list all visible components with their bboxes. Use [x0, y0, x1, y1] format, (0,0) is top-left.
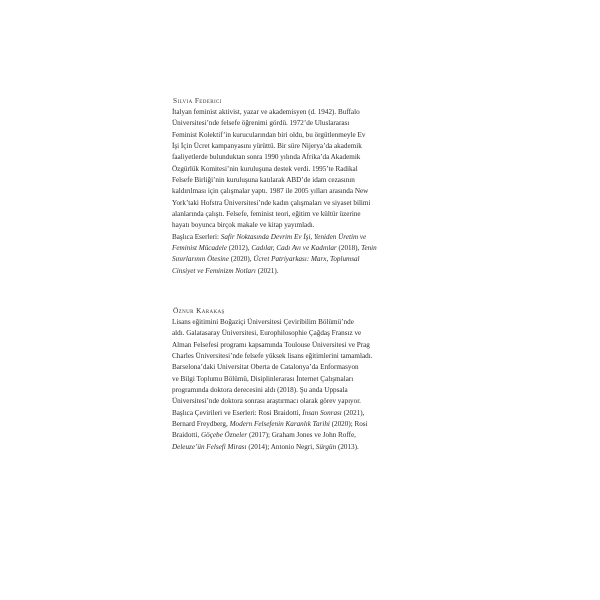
text-line [172, 118, 434, 129]
italic-title-text: Tenin [361, 244, 377, 253]
text-line [172, 152, 434, 163]
text-run: Üniversitesi’nde felsefe öğrenimi gördü. 1972’de Uluslararası [172, 119, 350, 128]
translator-name: Öznur Karakaş [173, 306, 225, 315]
author-biography-text [172, 107, 434, 277]
text-line [172, 254, 434, 265]
italic-title-text: Cinsiyet ve Feminizm Notları [172, 266, 256, 275]
italic-title-text: Sınırlarının Ötesine [172, 255, 229, 264]
text-run: faaliyetlerde bulunduktan sonra 1990 yılında Afrika’da Akademik [172, 153, 361, 162]
text-run: alanlarında çalıştı. Felsefe, feminist teori, eğitim ve kültür üzerine [172, 210, 361, 219]
text-line [172, 130, 434, 141]
text-line [172, 186, 434, 197]
text-line [172, 396, 434, 407]
text-run: İşi İçin Ücret kampanyasını yürüttü. Bir süre Nijerya’da akademik [172, 142, 362, 151]
text-line [172, 107, 434, 118]
text-run: Bernard Freydberg, [172, 420, 230, 429]
text-run: (2013). [336, 442, 359, 451]
text-run: Alman Felsefesi programı kapsamında Toulouse Üniversitesi ve Prag [172, 340, 370, 349]
italic-title-text: Deleuze’ün Felsefi Mirası [172, 442, 247, 451]
author-name: Silvia Federici [173, 96, 222, 105]
text-line [172, 408, 434, 419]
text-run: Başlıca Eserleri: [172, 232, 221, 241]
text-run: Barselona’daki Universitat Oberta de Catalonya’da Enformasyon [172, 363, 359, 372]
text-line [172, 430, 434, 441]
text-line [172, 442, 434, 453]
italic-title-text: Sürgün [315, 442, 337, 451]
text-line [172, 328, 434, 339]
italic-title-text: Ücret Patriyarkası: Marx, Toplumsal [253, 255, 360, 264]
text-run: (2012), [226, 244, 252, 253]
text-run: İtalyan feminist aktivist, yazar ve akademisyen (d. 1942). Buffalo [172, 108, 360, 116]
italic-title-text: Feminist Mücadele [172, 244, 227, 253]
italic-title-text: Cadılar, Cadı Avı ve Kadınlar [251, 244, 337, 253]
text-line [172, 317, 434, 328]
text-run: Braidotti, [172, 431, 201, 440]
text-line [172, 198, 434, 209]
text-run: ve Bilgi Toplumu Bölümü, Disiplinlerarası İnternet Çalışmaları [172, 374, 354, 383]
text-line [172, 141, 434, 152]
text-run: (2021). [255, 266, 279, 275]
text-line [172, 362, 434, 373]
text-line [172, 164, 434, 175]
text-line [172, 340, 434, 351]
text-line [172, 385, 434, 396]
text-run: (2020), [228, 255, 254, 264]
text-run: Feminist Kolektif’in kurucularından biri oldu, bu örgütlenmeyle Ev [172, 130, 366, 139]
italic-title-text: Göçebe Özneler [200, 431, 248, 440]
text-line [172, 351, 434, 362]
text-line [172, 232, 434, 243]
text-line [172, 209, 434, 220]
text-run: aldı. Galatasaray Üniversitesi, Europhilosophie Çağdaş Fransız ve [172, 329, 362, 338]
text-line [172, 220, 434, 231]
text-run: Özgürlük Komitesi’nin kuruluşuna destek verdi. 1995’te Radikal [172, 164, 358, 173]
text-line [172, 266, 434, 277]
translator-biography-text [172, 317, 434, 453]
text-line [172, 419, 434, 430]
text-line [172, 374, 434, 385]
author-bio-federici [172, 95, 434, 277]
text-run: (2018), [336, 244, 362, 253]
text-run: York’taki Hofstra Üniversitesi’nde kadın çalışmaları ve siyaset bilimi [172, 198, 371, 207]
text-run: Başlıca Çevirileri ve Eserleri: Rosi Braidotti, [172, 408, 303, 417]
text-line [172, 175, 434, 186]
translator-bio-karakas [172, 305, 434, 453]
text-run: hayatı boyunca birçok makale ve kitap yayımladı. [172, 221, 315, 230]
text-run: (2021), [341, 408, 365, 417]
text-run: (2014); Antonio Negri, [246, 442, 316, 451]
text-run: Felsefe Birliği’nin kuruluşuna katılarak ABD’de idam cezasının [172, 176, 355, 185]
text-line [172, 243, 434, 254]
text-run: Charles Üniversitesi’nde felsefe yüksek lisans eğitimlerini tamamladı. [172, 352, 373, 361]
text-run: Üniversitesi’nde doktora sonrası araştırmacı olarak görev yapıyor. [172, 397, 361, 406]
italic-title-text: Safir Noktasında Devrim Ev İşi, Yeniden Üretim ve [220, 232, 367, 241]
text-run: Lisans eğitimini Boğaziçi Üniversitesi Çeviribilim Bölümü’nde [172, 318, 354, 326]
italic-title-text: İnsan Sonrası [302, 408, 342, 417]
text-run: (2017); Graham Jones ve John Roffe, [247, 431, 356, 440]
text-run: kaldırılması için çalışmalar yaptı. 1987 ile 2005 yılları arasında New [172, 187, 369, 196]
italic-title-text: Modern Felsefenin Karanlık Tarihi [229, 420, 330, 429]
text-run: (2020); Rosi [329, 420, 368, 429]
text-run: programında doktora derecesini aldı (2018). Şu anda Uppsala [172, 386, 348, 395]
